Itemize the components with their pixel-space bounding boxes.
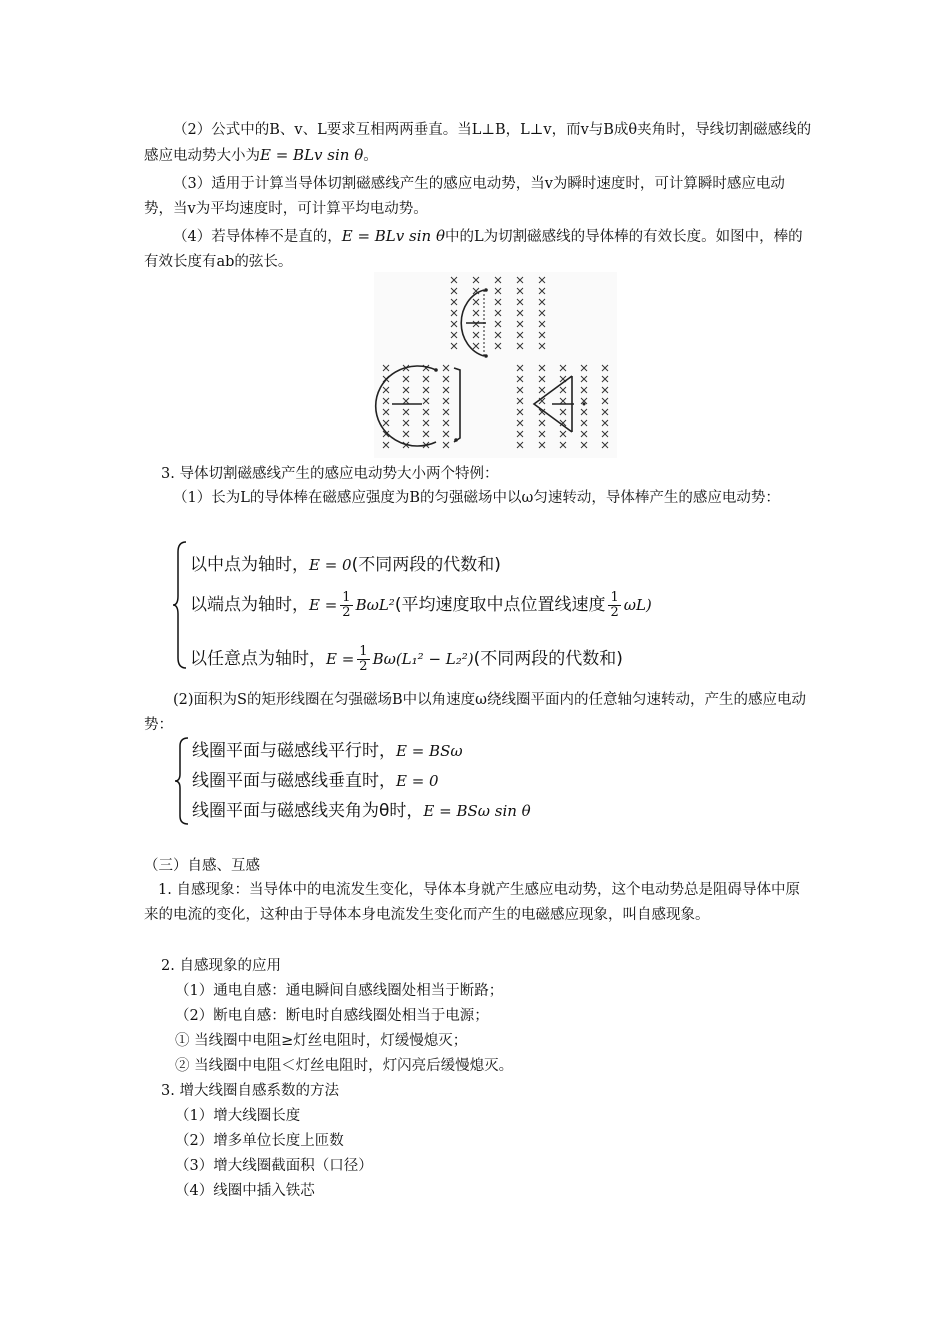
- emf-formula: E = BLv sin θ: [260, 145, 364, 164]
- case-1-line-arbitrary: 以任意点为轴时，E = $\frac{1}{2}$ Bω(L₁² − L₂²)(不同两段的代数和): [190, 643, 623, 674]
- application-item: （2）断电自感：断电时自感线圈处相当于电源；: [175, 1008, 489, 1024]
- paragraph-formula-conditions: （2）公式中的B、v、L要求互相两两垂直。当L⊥B，L⊥v，而v与B成θ夹角时，导线切割磁感线的感应电动势大小为E = BLv sin θ。: [144, 122, 812, 164]
- case-1-intro: （1）长为L的导体棒在磁感应强度为B的匀强磁场中以ω匀速转动，导体棒产生的感应电动势：: [173, 490, 780, 506]
- fraction-half-2: $\frac{1}{2}$: [610, 589, 619, 620]
- case-1-line-midpoint: 以中点为轴时，E = 0(不同两段的代数和): [190, 555, 501, 575]
- field-diagram-svg: [374, 272, 617, 458]
- paragraph-effective-length: （4）若导体棒不是直的，E = BLv sin θ中的L为切割磁感线的导体棒的有效长度。如图中，棒的有效长度有ab的弦长。: [144, 227, 803, 270]
- self-induction-definition: 1. 自感现象：当导体中的电流发生变化，导体本身就产生感应电动势，这个电动势总是阻碍导体中原来的电流的变化，这种由于导体本身电流发生变化而产生的电磁感应现象，叫自感现象。: [144, 882, 800, 923]
- part-3-title: （三）自感、互感: [144, 858, 260, 874]
- application-item: （1）通电自感：通电瞬间自感线圈处相当于断路；: [175, 983, 504, 999]
- magnetic-field-figure: [374, 272, 617, 458]
- paragraph-instantaneous-average: （3）适用于计算当导体切割磁感线产生的感应电动势，当v为瞬时速度时，可计算瞬时感应电动势，当v为平均速度时，可计算平均电动势。: [144, 176, 785, 217]
- case-1-line-endpoint: 以端点为轴时，E = $\frac{1}{2}$ BωL²(平均速度取中点位置线速度 $\frac{1}{2}$ ωL): [190, 589, 652, 620]
- case-2-line-parallel: 线圈平面与磁感线平行时，E = BSω: [192, 741, 463, 761]
- brace-case-1: [172, 540, 188, 670]
- fraction-half: $\frac{1}{2}$: [342, 589, 351, 620]
- fraction-half-3: $\frac{1}{2}$: [359, 643, 368, 674]
- brace-case-2: [174, 736, 190, 826]
- emf-formula-inline: E = BLv sin θ: [341, 227, 445, 245]
- case-2-line-perpendicular: 线圈平面与磁感线垂直时，E = 0: [192, 771, 439, 791]
- section-3-title: 3. 导体切割磁感线产生的感应电动势大小两个特例：: [161, 466, 499, 482]
- application-item: ② 当线圈中电阻＜灯丝电阻时，灯闪亮后缓慢熄灭。: [175, 1058, 514, 1074]
- method-item: （2）增多单位长度上匝数: [175, 1133, 344, 1149]
- method-item: （1）增大线圈长度: [175, 1108, 301, 1124]
- self-induction-applications-title: 2. 自感现象的应用: [161, 958, 281, 974]
- application-item: ① 当线圈中电阻≥灯丝电阻时，灯缓慢熄灭；: [175, 1033, 468, 1049]
- method-item: （4）线圈中插入铁芯: [175, 1183, 315, 1199]
- inductance-methods-title: 3. 增大线圈自感系数的方法: [161, 1083, 339, 1099]
- method-item: （3）增大线圈截面积（口径）: [175, 1158, 373, 1174]
- case-2-intro: (2)面积为S的矩形线圈在匀强磁场B中以角速度ω绕线圈平面内的任意轴匀速转动，产生的感应电动势：: [144, 692, 806, 733]
- case-2-line-angle: 线圈平面与磁感线夹角为θ时，E = BSω sin θ: [192, 801, 531, 821]
